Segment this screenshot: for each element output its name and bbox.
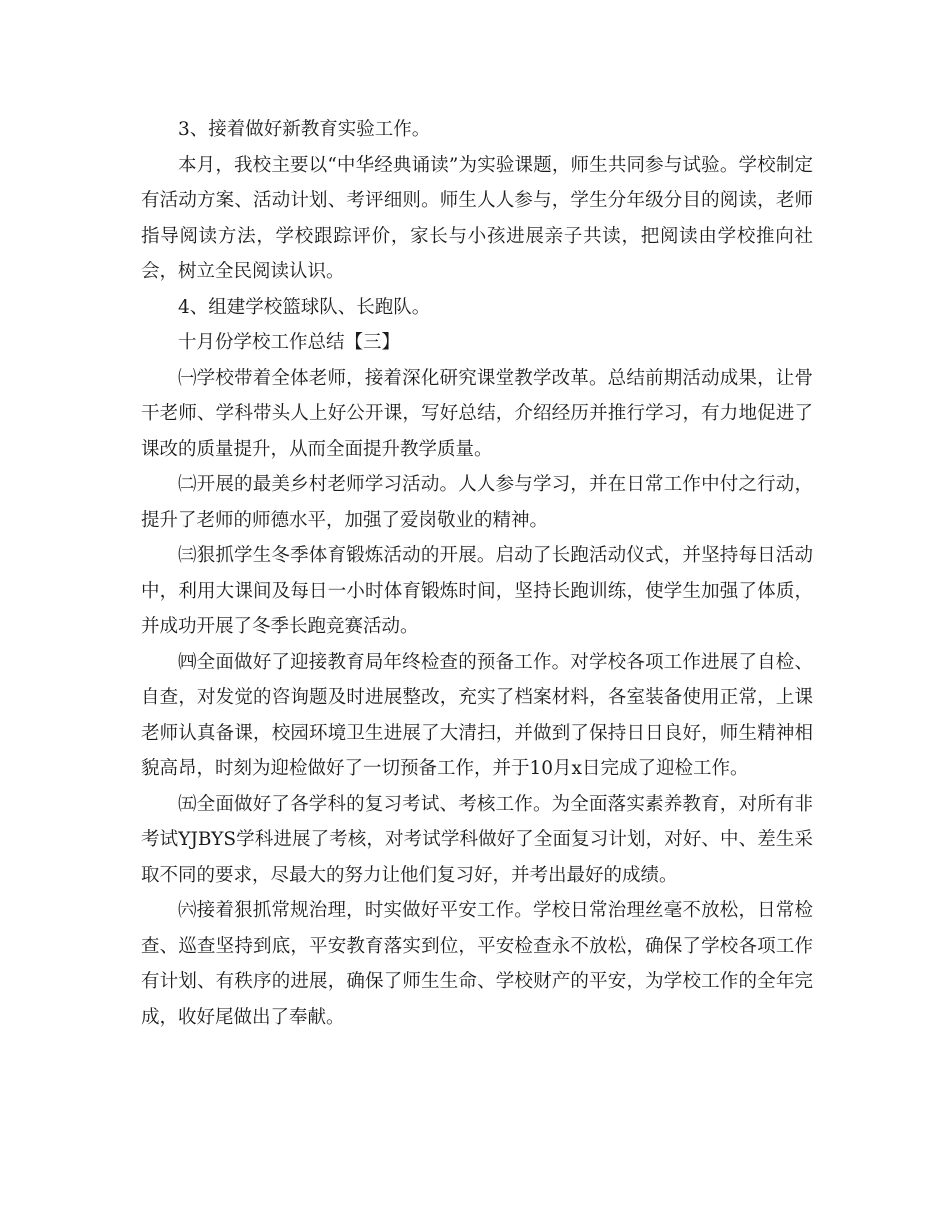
- paragraph-item-2: ㈡开展的最美乡村老师学习活动。人人参与学习，并在日常工作中付之行动，提升了老师的师德水平，加强了爱岗敬业的精神。: [141, 474, 813, 531]
- document-body: [141, 112, 813, 1035]
- paragraph-classic-reading: 本月，我校主要以“中华经典诵读”为实验课题，师生共同参与试验。学校制定有活动方案、活动计划、考评细则。师生人人参与，学生分年级分目的阅读，老师指导阅读方法，学校跟踪评价，家长与小孩进展亲子共读，把阅读由学校推向社会，树立全民阅读认识。: [141, 154, 813, 282]
- paragraph-section-3-heading: 3、接着做好新教育实验工作。: [178, 119, 431, 140]
- paragraph-item-6: ㈥接着狠抓常规治理，时实做好平安工作。学校日常治理丝毫不放松，日常检查、巡查坚持到底，平安教育落实到位，平安检查永不放松，确保了学校各项工作有计划、有秩序的进展，确保了师生生命、学校财产的平安，为学校工作的全年完成，收好尾做出了奉献。: [141, 900, 813, 1028]
- paragraph-section-4-heading: 4、组建学校篮球队、长跑队。: [178, 296, 431, 318]
- paragraph-item-1: ㈠学校带着全体老师，接着深化研究课堂教学改革。总结前期活动成果，让骨干老师、学科带头人上好公开课，写好总结，介绍经历并推行学习，有力地促进了课改的质量提升，从而全面提升教学质量。: [141, 367, 813, 460]
- paragraph-item-3: ㈢狠抓学生冬季体育锻炼活动的开展。启动了长跑活动仪式，并坚持每日活动中，利用大课间及每日一小时体育锻炼时间，坚持长跑训练，使学生加强了体质，并成功开展了冬季长跑竞赛活动。: [141, 545, 813, 637]
- paragraph-item-5: ㈤全面做好了各学科的复习考试、考核工作。为全面落实素养教育，对所有非考试YJBYS学科进展了考核，对考试学科做好了全面复习计划，对好、中、差生采取不同的要求，尽最大的努力让他们复习好，并考出最好的成绩。: [141, 793, 813, 886]
- paragraph-item-4: ㈣全面做好了迎接教育局年终检查的预备工作。对学校各项工作进展了自检、自查，对发觉的咨询题及时进展整改，充实了档案材料，各室装备使用正常，上课老师认真备课，校园环境卫生进展了大清扫，并做到了保持日日良好，师生精神相貌高昂，时刻为迎检做好了一切预备工作，并于10月x日完成了迎检工作。: [141, 651, 813, 779]
- paragraph-summary-title: 十月份学校工作总结【三】: [178, 332, 401, 353]
